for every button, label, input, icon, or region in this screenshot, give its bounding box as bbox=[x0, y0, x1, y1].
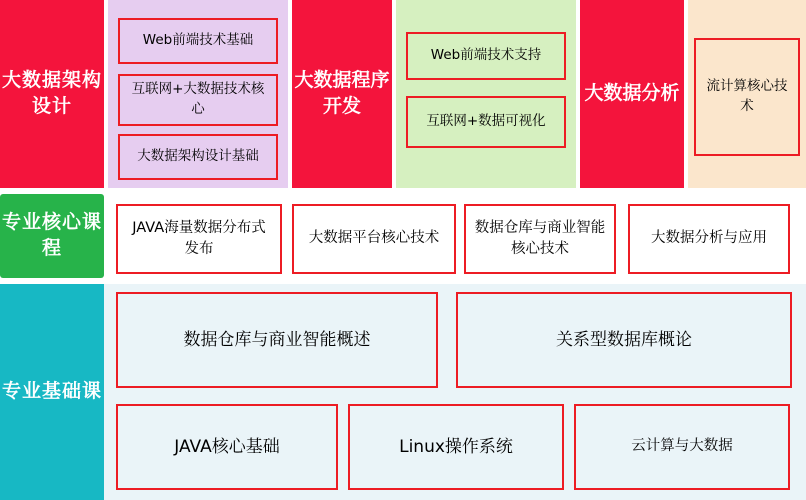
category-architecture-label: 大数据架构设计 bbox=[1, 69, 102, 117]
panel-green-background bbox=[396, 0, 576, 188]
card-web-basic bbox=[118, 18, 278, 64]
card-warehouse-bi-core bbox=[464, 204, 616, 274]
panel-analysis-title bbox=[580, 52, 684, 136]
category-architecture bbox=[0, 0, 104, 188]
card-linux-os bbox=[348, 404, 564, 490]
card-internet-bigdata-core-label: 互联网+大数据技术核心 bbox=[131, 81, 265, 117]
category-base-courses bbox=[0, 284, 104, 500]
card-java-mass-data-label: JAVA海量数据分布式发布 bbox=[132, 219, 266, 257]
card-bigdata-platform-label: 大数据平台核心技术 bbox=[308, 230, 440, 247]
card-java-mass-data bbox=[116, 204, 282, 274]
card-cloud-bigdata bbox=[574, 404, 790, 490]
card-internet-data-vis-label: 互联网+数据可视化 bbox=[426, 113, 546, 130]
card-warehouse-bi-core-label: 数据仓库与商业智能核心技术 bbox=[474, 219, 606, 257]
card-java-core-base-label: JAVA核心基础 bbox=[174, 436, 280, 457]
card-stream-compute bbox=[694, 38, 800, 156]
card-rdb-intro bbox=[456, 292, 792, 388]
category-core-courses bbox=[0, 194, 104, 278]
card-rdb-intro-label: 关系型数据库概论 bbox=[556, 329, 692, 350]
category-base-courses-label: 专业基础课 bbox=[1, 380, 102, 403]
card-linux-os-label: Linux操作系统 bbox=[399, 436, 513, 457]
panel-dev-label: 大数据程序开发 bbox=[294, 69, 390, 117]
card-dw-bi-overview bbox=[116, 292, 438, 388]
card-web-support-label: Web前端技术支持 bbox=[430, 47, 542, 64]
card-bigdata-analysis-app-label: 大数据分析与应用 bbox=[651, 230, 767, 247]
panel-dev-title bbox=[292, 40, 392, 148]
card-stream-compute-label: 流计算核心技术 bbox=[706, 78, 788, 114]
card-web-support bbox=[406, 32, 566, 80]
category-core-courses-label: 专业核心课程 bbox=[1, 211, 102, 259]
card-bigdata-arch-base-label: 大数据架构设计基础 bbox=[137, 148, 259, 165]
card-bigdata-arch-base bbox=[118, 134, 278, 180]
card-bigdata-platform bbox=[292, 204, 456, 274]
card-web-basic-label: Web前端技术基础 bbox=[142, 32, 254, 49]
card-dw-bi-overview-label: 数据仓库与商业智能概述 bbox=[183, 329, 371, 350]
card-cloud-bigdata-label: 云计算与大数据 bbox=[631, 438, 733, 455]
card-bigdata-analysis-app bbox=[628, 204, 790, 274]
card-internet-bigdata-core bbox=[118, 74, 278, 126]
card-internet-data-vis bbox=[406, 96, 566, 148]
card-java-core-base bbox=[116, 404, 338, 490]
panel-analysis-label: 大数据分析 bbox=[584, 82, 680, 105]
